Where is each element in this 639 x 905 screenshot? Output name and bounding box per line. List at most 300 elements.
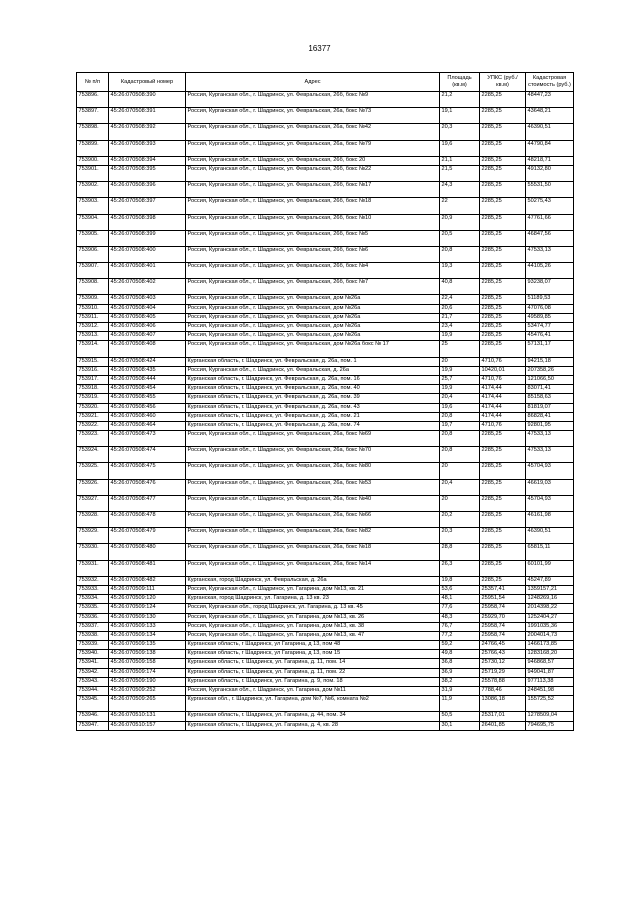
row-number-cell: 753897. [77,108,109,124]
upks-cell: 2285,25 [480,182,526,198]
upks-cell: 2285,25 [480,576,526,585]
address-cell: Россия, Курганская обл., г. Шадринск, ул. Февральская, 26а, бокс №18 [186,544,440,560]
page-number: 16377 [308,44,331,53]
cadastral-number-cell: 45:26:070508:477 [109,495,186,511]
address-cell: Россия, Курганская обл., г. Шадринск, ул. Февральская, дом №26а [186,332,440,341]
row-number-cell: 753922. [77,421,109,430]
address-cell: Россия, Курганская обл., г. Шадринск, ул. Февральская, 26а, бокс №82 [186,528,440,544]
cadastral-value-cell: 45476,41 [526,332,574,341]
cadastral-number-cell: 45:26:070509:124 [109,604,186,613]
table-row [77,385,574,394]
upks-cell: 2285,25 [480,124,526,140]
cadastral-value-cell: 48218,71 [526,156,574,165]
cadastral-number-cell: 45:26:070509:135 [109,641,186,650]
address-cell: Курганская область, г. Шадринск, ул. Февральская, д. 26а, пом. 39 [186,394,440,403]
area-cell: 20,4 [440,394,480,403]
area-cell: 48,1 [440,595,480,604]
cadastral-number-cell: 45:26:070509:130 [109,613,186,622]
area-cell: 30,1 [440,721,480,730]
cadastral-value-cell: 46390,51 [526,528,574,544]
area-cell: 20,8 [440,431,480,447]
table-row [77,375,574,384]
row-number-cell: 753900. [77,156,109,165]
address-cell: Россия, Курганская обл., г. Шадринск, ул. Гагарина, дом №13, кв. 26 [186,613,440,622]
row-number-cell: 753924. [77,447,109,463]
row-number-cell: 753896. [77,92,109,108]
upks-cell: 2285,25 [480,92,526,108]
area-cell: 21,2 [440,92,480,108]
row-number-cell: 753920. [77,403,109,412]
row-number-cell: 753946. [77,712,109,721]
row-number-cell: 753903. [77,198,109,214]
cadastral-value-cell: 45704,93 [526,463,574,479]
table-row [77,304,574,313]
table-row [77,512,574,528]
cadastral-number-cell: 45:26:070508:473 [109,431,186,447]
upks-cell: 2285,25 [480,544,526,560]
area-cell: 19,6 [440,140,480,156]
cadastral-number-cell: 45:26:070508:404 [109,304,186,313]
cadastral-value-cell: 53474,77 [526,323,574,332]
row-number-cell: 753931. [77,560,109,576]
cadastral-number-cell: 45:26:070508:400 [109,246,186,262]
row-number-cell: 753899. [77,140,109,156]
table-row [77,412,574,421]
cadastral-number-cell: 45:26:070508:390 [109,92,186,108]
area-cell: 23,4 [440,323,480,332]
area-cell: 20,9 [440,214,480,230]
address-cell: Россия, Курганская обл., г. Шадринск, ул. Февральская, дом №26а [186,323,440,332]
row-number-cell: 753916. [77,366,109,375]
table-row [77,641,574,650]
row-number-cell: 753912. [77,323,109,332]
row-number-cell: 753904. [77,214,109,230]
cadastral-value-cell: 43648,21 [526,108,574,124]
table-row [77,528,574,544]
row-number-cell: 753915. [77,357,109,366]
row-number-cell: 753919. [77,394,109,403]
cadastral-number-cell: 45:26:070508:399 [109,230,186,246]
area-cell: 26,3 [440,560,480,576]
upks-cell: 25929,70 [480,613,526,622]
upks-cell: 2285,25 [480,198,526,214]
table-row [77,585,574,594]
cadastral-value-cell: 93238,07 [526,279,574,295]
address-cell: Курганская область, г. Шадринск, ул. Февральская, д. 26а, пом. 43 [186,403,440,412]
table-row [77,403,574,412]
cadastral-number-cell: 45:26:070508:476 [109,479,186,495]
table-row [77,544,574,560]
cadastral-number-cell: 45:26:070508:406 [109,323,186,332]
upks-cell: 26401,85 [480,721,526,730]
cadastral-value-cell: 46390,51 [526,124,574,140]
upks-cell: 4174,44 [480,394,526,403]
cadastral-value-cell: 1359157,21 [526,585,574,594]
upks-cell: 2285,25 [480,140,526,156]
address-cell: Россия, Курганская обл., г. Шадринск, ул. Февральская, 26б, бокс №22 [186,165,440,181]
table-row [77,92,574,108]
address-cell: Россия, Курганская обл., г. Шадринск, ул. Февральская, 26а, бокс №66 [186,512,440,528]
upks-cell: 25951,54 [480,595,526,604]
upks-cell: 2285,25 [480,447,526,463]
area-cell: 20,5 [440,230,480,246]
table-row [77,124,574,140]
cadastral-number-cell: 45:26:070508:480 [109,544,186,560]
cadastral-number-cell: 45:26:070508:455 [109,394,186,403]
area-cell: 20,8 [440,246,480,262]
row-number-cell: 753935. [77,604,109,613]
table-row [77,140,574,156]
table-row [77,696,574,712]
cadastral-number-cell: 45:26:070508:396 [109,182,186,198]
header-cadastral-value: Кадастровая стоимость (руб.) [526,73,574,92]
address-cell: Россия, Курганская обл., г. Шадринск, ул. Гагарина, дом №13, кв. 21 [186,585,440,594]
address-cell: Россия, Курганская обл., г. Шадринск, ул. Февральская, 26б, бокс №17 [186,182,440,198]
table-row [77,246,574,262]
address-cell: Россия, Курганская обл., г. Шадринск, ул. Февральская, 26б, бокс №7 [186,279,440,295]
row-number-cell: 753941. [77,659,109,668]
address-cell: Россия, Курганская обл., г. Шадринск, ул. Февральская, 26а, бокс №14 [186,560,440,576]
row-number-cell: 753921. [77,412,109,421]
cadastral-number-cell: 45:26:070509:252 [109,687,186,696]
table-row [77,622,574,631]
row-number-cell: 753910. [77,304,109,313]
address-cell: Курганская область, г. Шадринск, ул. Гагарина, д. 11, пом. 14 [186,659,440,668]
cadastral-value-cell: 51189,53 [526,295,574,304]
cadastral-number-cell: 45:26:070508:454 [109,385,186,394]
cadastral-number-cell: 45:26:070508:392 [109,124,186,140]
upks-cell: 7788,46 [480,687,526,696]
table-row [77,447,574,463]
cadastral-number-cell: 45:26:070509:174 [109,668,186,677]
cadastral-value-cell: 248451,98 [526,687,574,696]
cadastral-number-cell: 45:26:070508:474 [109,447,186,463]
row-number-cell: 753928. [77,512,109,528]
cadastral-value-cell: 1466173,85 [526,641,574,650]
header-address: Адрес [186,73,440,92]
area-cell: 50,5 [440,712,480,721]
area-cell: 21,7 [440,313,480,322]
cadastral-number-cell: 45:26:070509:111 [109,585,186,594]
upks-cell: 4710,76 [480,357,526,366]
row-number-cell: 753934. [77,595,109,604]
row-number-cell: 753926. [77,479,109,495]
table-body [77,92,574,731]
address-cell: Россия, Курганская обл., г. Шадринск, ул. Февральская, 26а, бокс №80 [186,463,440,479]
row-number-cell: 753906. [77,246,109,262]
area-cell: 20,3 [440,124,480,140]
upks-cell: 2285,25 [480,463,526,479]
address-cell: Россия, Курганская обл., г. Шадринск, ул. Февральская, дом №26а бокс № 17 [186,341,440,357]
area-cell: 28,8 [440,544,480,560]
area-cell: 19,1 [440,108,480,124]
row-number-cell: 753939. [77,641,109,650]
row-number-cell: 753937. [77,622,109,631]
table-row [77,712,574,721]
table-row [77,659,574,668]
table-row [77,332,574,341]
cadastral-number-cell: 45:26:070509:190 [109,677,186,686]
address-cell: Курганская область, г. Шадринск, ул. Гагарина, д. 11, пом. 22 [186,668,440,677]
row-number-cell: 753943. [77,677,109,686]
cadastral-value-cell: 65815,11 [526,544,574,560]
area-cell: 36,8 [440,659,480,668]
row-number-cell: 753905. [77,230,109,246]
upks-cell: 4710,76 [480,375,526,384]
cadastral-value-cell: 46161,98 [526,512,574,528]
area-cell: 20 [440,463,480,479]
upks-cell: 24766,45 [480,641,526,650]
cadastral-value-cell: 49589,85 [526,313,574,322]
cadastral-value-cell: 94215,18 [526,357,574,366]
area-cell: 49,8 [440,650,480,659]
upks-cell: 2285,25 [480,263,526,279]
upks-cell: 25719,29 [480,668,526,677]
cadastral-value-cell: 2004014,73 [526,631,574,640]
table-row [77,182,574,198]
cadastral-value-cell: 92801,95 [526,421,574,430]
area-cell: 40,8 [440,279,480,295]
upks-cell: 2285,25 [480,279,526,295]
row-number-cell: 753907. [77,263,109,279]
upks-cell: 2285,25 [480,304,526,313]
row-number-cell: 753947. [77,721,109,730]
address-cell: Курганская область, г Шадринск, ул Гагарина, д 13, пом 15 [186,650,440,659]
cadastral-value-cell: 1252404,27 [526,613,574,622]
address-cell: Россия, Курганская обл., г. Шадринск, ул. Февральская, дом №26а [186,295,440,304]
row-number-cell: 753908. [77,279,109,295]
table-row [77,230,574,246]
area-cell: 53,6 [440,585,480,594]
cadastral-value-cell: 1278509,04 [526,712,574,721]
table-row [77,677,574,686]
cadastral-number-cell: 45:26:070508:402 [109,279,186,295]
row-number-cell: 753945. [77,696,109,712]
address-cell: Курганская область, г. Шадринск, ул. Гагарина, д. 4, кв. 28 [186,721,440,730]
cadastral-value-cell: 46847,56 [526,230,574,246]
upks-cell: 2285,25 [480,214,526,230]
cadastral-number-cell: 45:26:070508:456 [109,403,186,412]
cadastral-value-cell: 1248269,16 [526,595,574,604]
cadastral-number-cell: 45:26:070508:444 [109,375,186,384]
upks-cell: 2285,25 [480,295,526,304]
table-header-row [77,73,574,92]
cadastral-value-cell: 85158,63 [526,394,574,403]
cadastral-value-cell: 44790,84 [526,140,574,156]
area-cell: 31,9 [440,687,480,696]
row-number-cell: 753938. [77,631,109,640]
row-number-cell: 753940. [77,650,109,659]
cadastral-value-cell: 2014398,22 [526,604,574,613]
table-row [77,604,574,613]
area-cell: 20,8 [440,447,480,463]
cadastral-value-cell: 83071,41 [526,385,574,394]
table-row [77,394,574,403]
cadastral-number-cell: 45:26:070508:460 [109,412,186,421]
header-area: Площадь (кв.м) [440,73,480,92]
address-cell: Россия, Курганская обл., г. Шадринск, ул. Февральская, дом №26а [186,313,440,322]
table-row [77,323,574,332]
area-cell: 11,9 [440,696,480,712]
address-cell: Россия, Курганская обл., г. Шадринск, ул. Гагарина, дом №13, кв. 38 [186,622,440,631]
address-cell: Россия, Курганская обл., г. Шадринск, ул. Февральская, д. 26а [186,366,440,375]
header-row-number: № п/п [77,73,109,92]
cadastral-value-cell: 60101,99 [526,560,574,576]
cadastral-number-cell: 45:26:070508:482 [109,576,186,585]
upks-cell: 2285,25 [480,495,526,511]
area-cell: 59,2 [440,641,480,650]
row-number-cell: 753932. [77,576,109,585]
cadastral-value-cell: 46619,03 [526,479,574,495]
cadastral-number-cell: 45:26:070509:134 [109,631,186,640]
address-cell: Россия, Курганская обл., г. Шадринск, ул. Февральская, 26а, бокс №40 [186,495,440,511]
address-cell: Россия, Курганская обл., г. Шадринск, ул. Февральская, 26б, бокс 20 [186,156,440,165]
upks-cell: 13086,18 [480,696,526,712]
upks-cell: 4174,44 [480,385,526,394]
address-cell: Курганская обл., г. Шадринск, ул. Гагарина, дом №7, №6, комната №2 [186,696,440,712]
cadastral-value-cell: 55531,50 [526,182,574,198]
cadastral-number-cell: 45:26:070508:481 [109,560,186,576]
table-row [77,263,574,279]
cadastral-value-cell: 794695,75 [526,721,574,730]
cadastral-number-cell: 45:26:070510:131 [109,712,186,721]
area-cell: 20,2 [440,512,480,528]
area-cell: 22,4 [440,295,480,304]
cadastral-value-cell: 155725,52 [526,696,574,712]
table-row [77,595,574,604]
upks-cell: 2285,25 [480,479,526,495]
cadastral-number-cell: 45:26:070508:395 [109,165,186,181]
cadastral-number-cell: 45:26:070508:398 [109,214,186,230]
cadastral-value-cell: 207358,26 [526,366,574,375]
upks-cell: 2285,25 [480,108,526,124]
row-number-cell: 753936. [77,613,109,622]
address-cell: Россия, Курганская обл., г. Шадринск, ул. Февральская, 26б, бокс №6 [186,246,440,262]
cadastral-number-cell: 45:26:070509:265 [109,696,186,712]
row-number-cell: 753933. [77,585,109,594]
cadastral-number-cell: 45:26:070508:464 [109,421,186,430]
address-cell: Курганская область, г Шадринск, ул Гагарина, д 13, пом 48 [186,641,440,650]
area-cell: 20,6 [440,304,480,313]
area-cell: 22 [440,198,480,214]
upks-cell: 2285,25 [480,512,526,528]
address-cell: Россия, Курганская обл., г. Шадринск, ул. Февральская, дом №26а [186,304,440,313]
row-number-cell: 753901. [77,165,109,181]
address-cell: Курганская, город Шадринск, ул. Февральская, д. 26а [186,576,440,585]
table-row [77,357,574,366]
cadastral-value-cell: 50275,43 [526,198,574,214]
address-cell: Россия, Курганская обл., г. Шадринск, ул. Февральская, 26а, бокс №73 [186,108,440,124]
cadastral-number-cell: 45:26:070508:407 [109,332,186,341]
header-upks: УПКС (руб./кв.м) [480,73,526,92]
cadastral-number-cell: 45:26:070510:157 [109,721,186,730]
upks-cell: 25766,43 [480,650,526,659]
area-cell: 38,2 [440,677,480,686]
cadastral-number-cell: 45:26:070508:435 [109,366,186,375]
cadastral-number-cell: 45:26:070509:138 [109,650,186,659]
address-cell: Курганская область, г. Шадринск, ул. Февральская, д. 26а, пом. 16 [186,375,440,384]
cadastral-number-cell: 45:26:070508:475 [109,463,186,479]
cadastral-value-cell: 47076,08 [526,304,574,313]
area-cell: 20 [440,495,480,511]
cadastral-value-cell: 1283168,20 [526,650,574,659]
cadastral-value-cell: 47533,13 [526,447,574,463]
upks-cell: 2285,25 [480,230,526,246]
area-cell: 19,8 [440,576,480,585]
table-row [77,721,574,730]
row-number-cell: 753944. [77,687,109,696]
cadastral-value-cell: 121066,50 [526,375,574,384]
upks-cell: 4174,44 [480,412,526,421]
cadastral-value-cell: 49132,80 [526,165,574,181]
table-row [77,576,574,585]
area-cell: 77,2 [440,631,480,640]
row-number-cell: 753930. [77,544,109,560]
row-number-cell: 753925. [77,463,109,479]
table-row [77,156,574,165]
address-cell: Курганская область, г. Шадринск, ул. Февральская, д. 26а, пом. 1 [186,357,440,366]
address-cell: Россия, Курганская обл., город Шадринск, ул. Гагарина, д. 13 кв. 45 [186,604,440,613]
upks-cell: 25958,74 [480,604,526,613]
upks-cell: 25317,01 [480,712,526,721]
area-cell: 25 [440,341,480,357]
area-cell: 19,7 [440,421,480,430]
area-cell: 24,3 [440,182,480,198]
cadastral-value-cell: 946868,57 [526,659,574,668]
cadastral-value-cell: 47533,13 [526,431,574,447]
cadastral-value-cell: 57131,17 [526,341,574,357]
cadastral-number-cell: 45:26:070508:397 [109,198,186,214]
row-number-cell: 753902. [77,182,109,198]
cadastral-number-cell: 45:26:070508:479 [109,528,186,544]
upks-cell: 2285,25 [480,313,526,322]
table-row [77,463,574,479]
cadastral-value-cell: 45704,93 [526,495,574,511]
row-number-cell: 753898. [77,124,109,140]
cadastral-value-cell: 47761,66 [526,214,574,230]
cadastral-value-cell: 1991035,36 [526,622,574,631]
row-number-cell: 753914. [77,341,109,357]
area-cell: 20,8 [440,412,480,421]
area-cell: 48,3 [440,613,480,622]
upks-cell: 2285,25 [480,431,526,447]
table-row [77,479,574,495]
row-number-cell: 753917. [77,375,109,384]
address-cell: Россия, Курганская обл., г. Шадринск, ул. Февральская, 26б, бокс №10 [186,214,440,230]
cadastral-number-cell: 45:26:070509:133 [109,622,186,631]
upks-cell: 25578,88 [480,677,526,686]
table-row [77,668,574,677]
header-cadastral-number: Кадастровый номер [109,73,186,92]
area-cell: 36,9 [440,668,480,677]
table-row [77,421,574,430]
table-row [77,279,574,295]
upks-cell: 25958,74 [480,622,526,631]
address-cell: Россия, Курганская обл., г. Шадринск, ул. Февральская, 26а, бокс №79 [186,140,440,156]
table-row [77,165,574,181]
cadastral-value-cell: 86828,41 [526,412,574,421]
upks-cell: 25730,12 [480,659,526,668]
table-row [77,366,574,375]
cadastral-value-table [76,72,574,731]
row-number-cell: 753913. [77,332,109,341]
address-cell: Курганская, город Шадринск, ул. Гагарина, д. 13 кв. 23 [186,595,440,604]
cadastral-number-cell: 45:26:070508:403 [109,295,186,304]
address-cell: Россия, Курганская обл., г. Шадринск, ул. Февральская, 26б, бокс №4 [186,263,440,279]
cadastral-number-cell: 45:26:070508:424 [109,357,186,366]
cadastral-number-cell: 45:26:070508:393 [109,140,186,156]
area-cell: 76,7 [440,622,480,631]
